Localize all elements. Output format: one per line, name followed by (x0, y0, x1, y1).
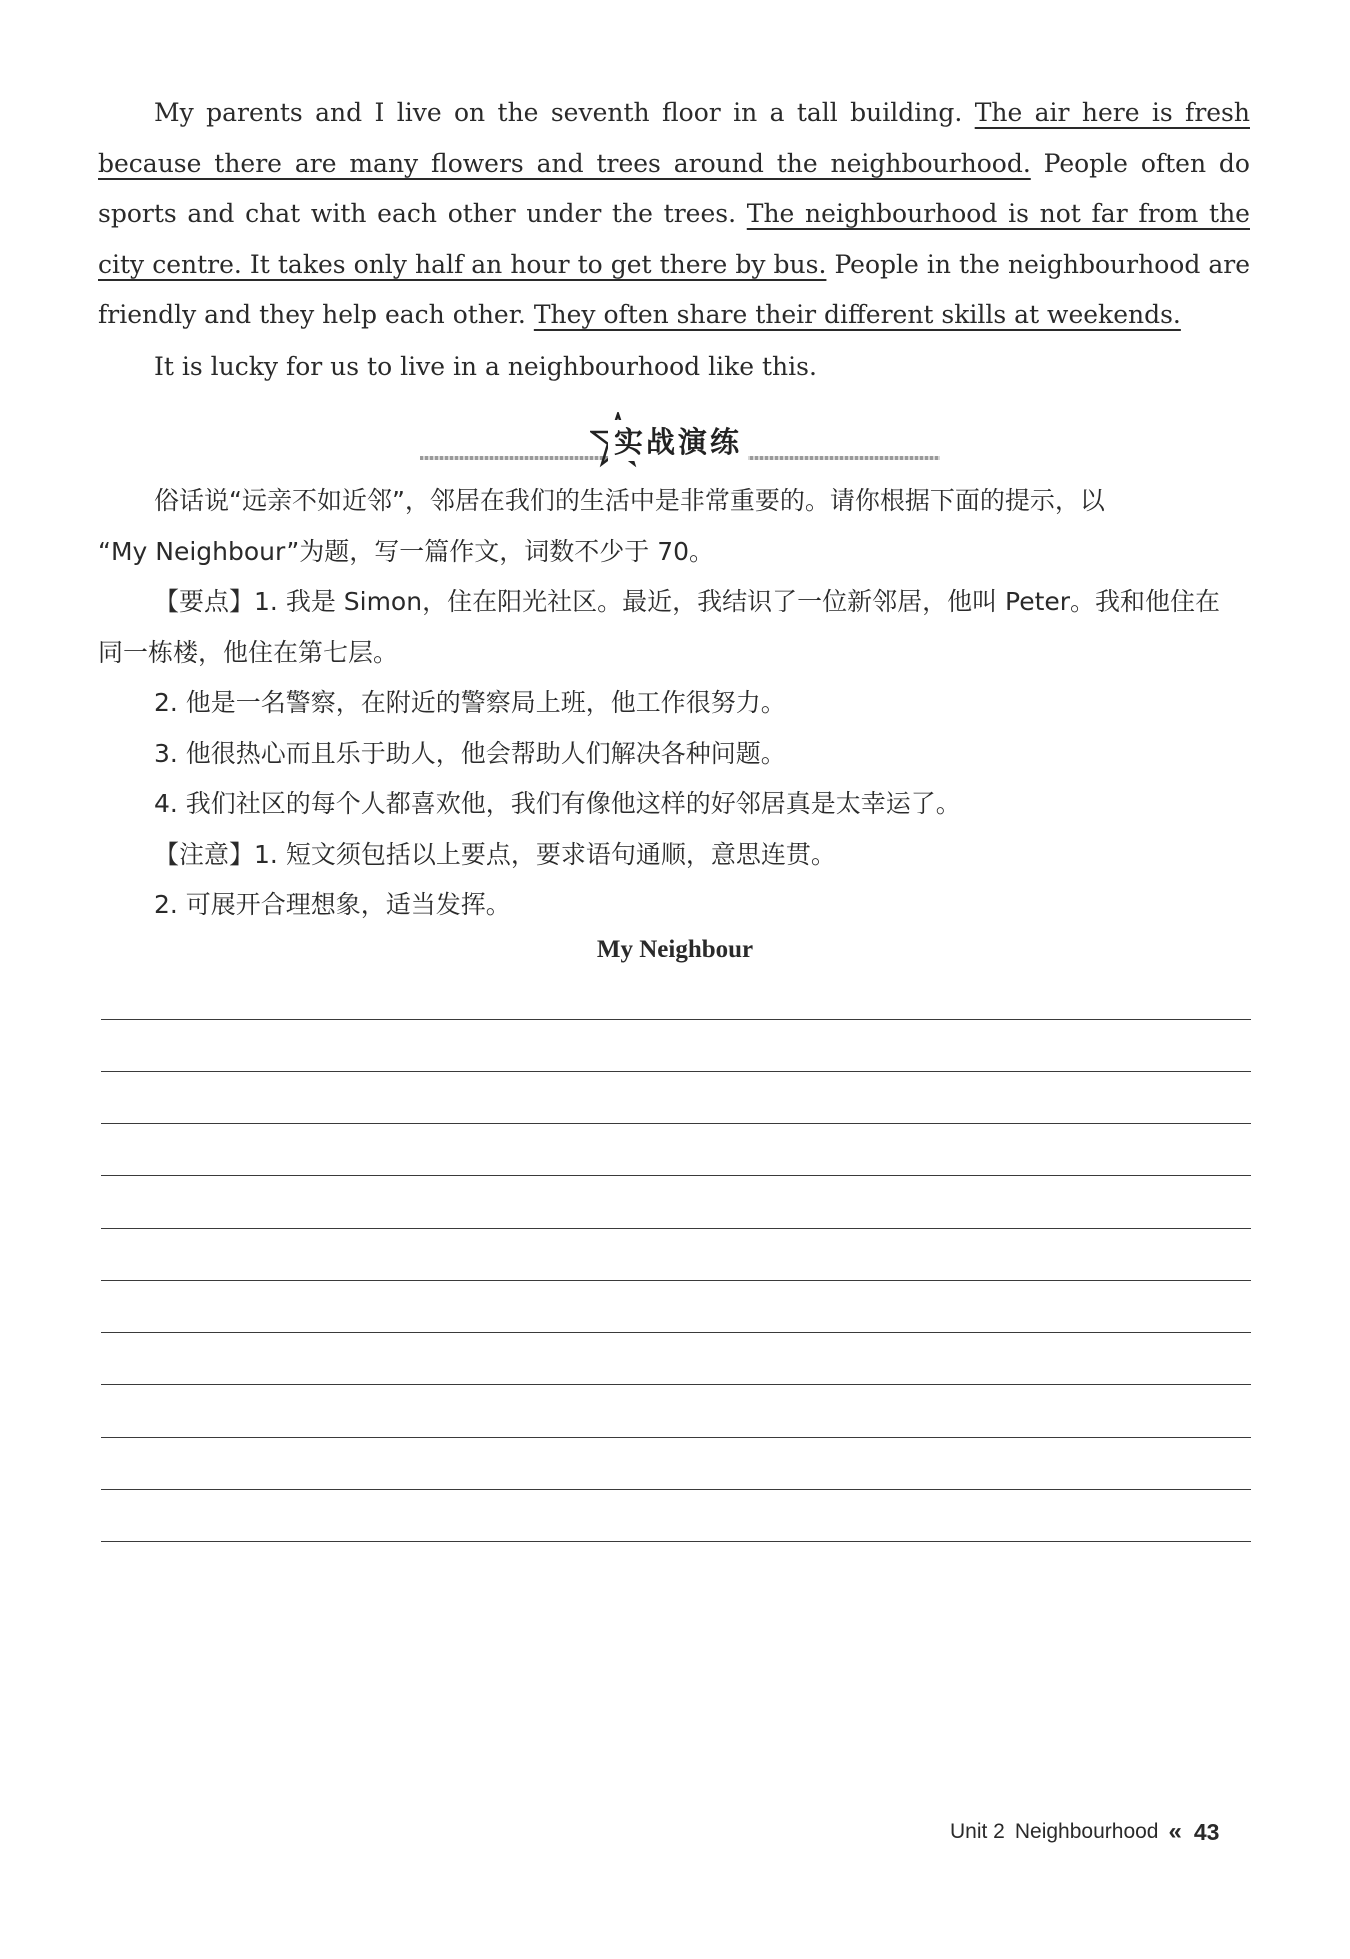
task-intro-line-2: “My Neighbour”为题，写一篇作文，词数不少于 70。 (98, 537, 715, 566)
essay-title: My Neighbour (596, 936, 754, 963)
unit-topic: Neighbourhood (1014, 1820, 1159, 1843)
unit-label: Unit 2 (950, 1820, 1005, 1843)
point-2: 2. 他是一名警察，在附近的警察局上班，他工作很努力。 (154, 688, 786, 717)
point-1-line-2: 同一栋楼，他住在第七层。 (98, 638, 399, 667)
model-essay-paragraph (98, 88, 1250, 341)
points-label: 【要点】 (154, 587, 255, 616)
task-intro-line-1: 俗话说“远亲不如近邻”，邻居在我们的生活中是非常重要的。请你根据下面的提示，以 (154, 486, 1105, 515)
sentence-3: People often do sports and chat with each other under the trees. (98, 148, 1250, 228)
point-4: 4. 我们社区的每个人都喜欢他，我们有像他这样的好邻居真是太幸运了。 (154, 789, 961, 818)
writing-line[interactable] (101, 1437, 1251, 1438)
page-number: 43 (1193, 1818, 1220, 1845)
writing-line[interactable] (101, 1332, 1251, 1333)
writing-line[interactable] (101, 1541, 1251, 1542)
point-1-line-1 (154, 577, 1250, 628)
section-header (420, 412, 940, 468)
writing-line[interactable] (101, 1489, 1251, 1490)
closing-sentence: It is lucky for us to live in a neighbourhood like this. (154, 352, 817, 381)
writing-line[interactable] (101, 1384, 1251, 1385)
note-1-text: 1. 短文须包括以上要点，要求语句通顺，意思连贯。 (254, 840, 836, 869)
page-footer (950, 1818, 1219, 1846)
sentence-1: My parents and I live on the seventh floor in a tall building. (154, 98, 963, 127)
note-2: 2. 可展开合理想象，适当发挥。 (154, 890, 511, 919)
point-3: 3. 他很热心而且乐于助人，他会帮助人们解决各种问题。 (154, 739, 786, 768)
notes-label: 【注意】 (154, 840, 255, 869)
writing-line[interactable] (101, 1280, 1251, 1281)
writing-line[interactable] (101, 1071, 1251, 1072)
writing-line[interactable] (101, 1123, 1251, 1124)
note-1-line (154, 830, 1250, 881)
writing-line[interactable] (101, 1175, 1251, 1176)
section-title: 实战演练 (608, 420, 748, 461)
double-chevron-left-icon: « (1168, 1818, 1178, 1845)
writing-line[interactable] (101, 1228, 1251, 1229)
underlined-sentence-2: The air here is fresh because there are many flowers and trees around the neighbourhood. (98, 98, 1250, 178)
underlined-sentence-6: They often share their different skills at weekends. (533, 300, 1181, 329)
underlined-sentence-4: The neighbourhood is not far from the city centre. It takes only half an hour to get there by bus. (98, 199, 1250, 279)
sentence-5: People in the neighbourhood are friendly and they help each other. (98, 249, 1251, 329)
point-1-text: 1. 我是 Simon，住在阳光社区。最近，我结识了一位新邻居，他叫 Peter。我和他住在 (254, 587, 1221, 616)
writing-line[interactable] (101, 1019, 1251, 1020)
